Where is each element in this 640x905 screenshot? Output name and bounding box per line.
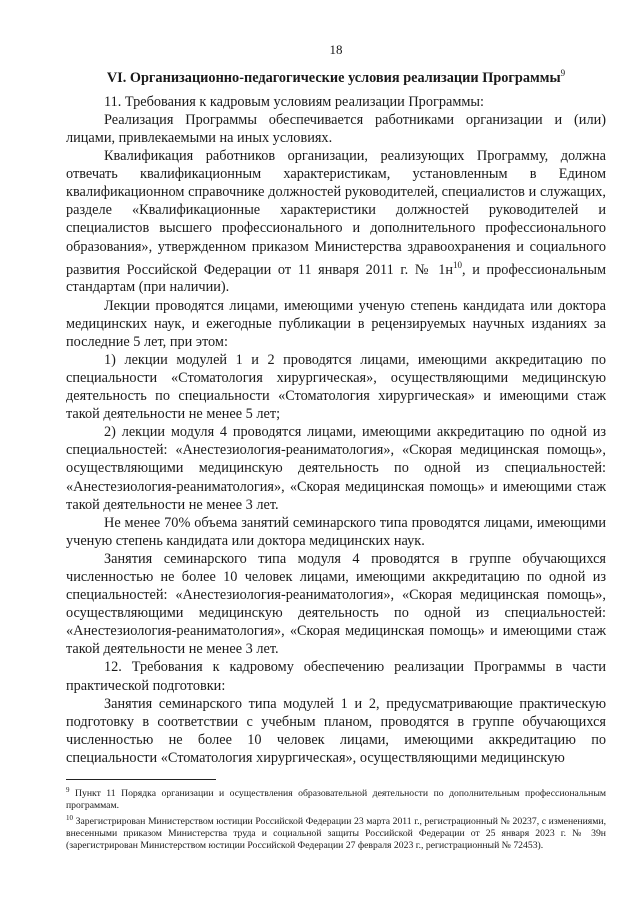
footnotes bbox=[66, 779, 606, 852]
paragraph-7: Не менее 70% объема занятий семинарского типа проводятся лицами, имеющими ученую степень кандидата или доктора медицинских наук. bbox=[66, 514, 606, 549]
paragraph-3 bbox=[66, 147, 606, 297]
footnote-9 bbox=[66, 784, 606, 812]
footnote-10 bbox=[66, 812, 606, 852]
paragraph-6: 2) лекции модуля 4 проводятся лицами, имеющими аккредитацию по одной из специальностей: «Анестезиология-реаниматология», «Скорая медицинская помощь», осуществляющими медицинскую деятельность по одной из специальностей: «Анестезиология-реаниматология», «Скорая медицинская помощь» и имеющими стаж такой деятельности не менее 3 лет. bbox=[66, 424, 606, 513]
paragraph-10: Занятия семинарского типа модулей 1 и 2, предусматривающие практическую подготовку в соответствии с учебным планом, проводятся в группе обучающихся численностью не более 10 человек лицами, имеющими аккредитацию по специальности «Стоматология хирургическая», осуществляющими медицинскую bbox=[66, 695, 606, 766]
paragraph-2: Реализация Программы обеспечивается работниками организации и (или) лицами, привлекаемыми на иных условиях. bbox=[66, 111, 606, 146]
section-heading bbox=[66, 68, 606, 87]
paragraph-5: 1) лекции модулей 1 и 2 проводятся лицами, имеющими аккредитацию по специальности «Стоматология хирургическая», осуществляющими медицинскую деятельность по специальности «Стоматология хирургическая» и имеющими стаж такой деятельности не менее 5 лет; bbox=[66, 351, 606, 423]
page-number: 18 bbox=[329, 42, 343, 57]
section-heading-text: VI. Организационно-педагогические условия реализации Программы bbox=[106, 69, 561, 86]
paragraph-3-order-number: № 1н bbox=[414, 261, 453, 278]
footnote-ref-10: 10 bbox=[453, 259, 462, 270]
footnote-10-text: Зарегистрирован Министерством юстиции Российской Федерации 23 марта 2011 г., регистрационный № 20237, с изменениями, внесенными приказом Министерства труда и социальной защиты Российской Федерации от 25 января 2023 г. № 39н (зарегистрирован Министерством юстиции Российской Федерации 27 февраля 2023 г., регистрационный № 72453). bbox=[66, 816, 606, 852]
paragraph-4: Лекции проводятся лицами, имеющими ученую степень кандидата или доктора медицинских наук, и ежегодные публикации в рецензируемых научных изданиях за последние 5 лет, при этом: bbox=[66, 297, 606, 350]
paragraph-1: 11. Требования к кадровым условиям реализации Программы: bbox=[104, 93, 484, 110]
paragraph-3-text: Квалификация работников организации, реализующих Программу, должна отвечать квалификационным характеристикам, установленным в Едином квалификационном справочнике должностей руководителей, специалистов и служащих, разделе «Квалификационные характеристики должностей руководителей и специалистов высшего профессионального и дополнительного профессионального образования», утвержденном приказом Министерства здравоохранения и социального развития Российской Федерации от 11 января 2011 г. bbox=[66, 148, 606, 278]
footnote-10-marker: 10 bbox=[66, 814, 73, 823]
footnote-ref-9: 9 bbox=[560, 68, 566, 78]
paragraph-3-tail: , и профессиональным стандартам (при наличии). bbox=[66, 261, 606, 296]
paragraph-8: Занятия семинарского типа модуля 4 проводятся в группе обучающихся численностью не более 10 человек лицами, имеющими аккредитацию по одной из специальностей: «Анестезиология-реаниматология», «Скорая медицинская помощь», осуществляющими медицинскую деятельность по одной из специальностей: «Анестезиология-реаниматология», «Скорая медицинская помощь» и имеющими стаж такой деятельности не менее 3 лет. bbox=[66, 550, 606, 658]
footnote-9-text: Пункт 11 Порядка организации и осуществления образовательной деятельности по дополнительным профессиональным программам. bbox=[66, 788, 606, 812]
paragraph-9: 12. Требования к кадровому обеспечению реализации Программы в части практической подготовки: bbox=[66, 659, 606, 694]
footnote-divider bbox=[66, 779, 216, 780]
footnote-9-marker: 9 bbox=[66, 786, 70, 794]
document-body bbox=[66, 93, 606, 767]
